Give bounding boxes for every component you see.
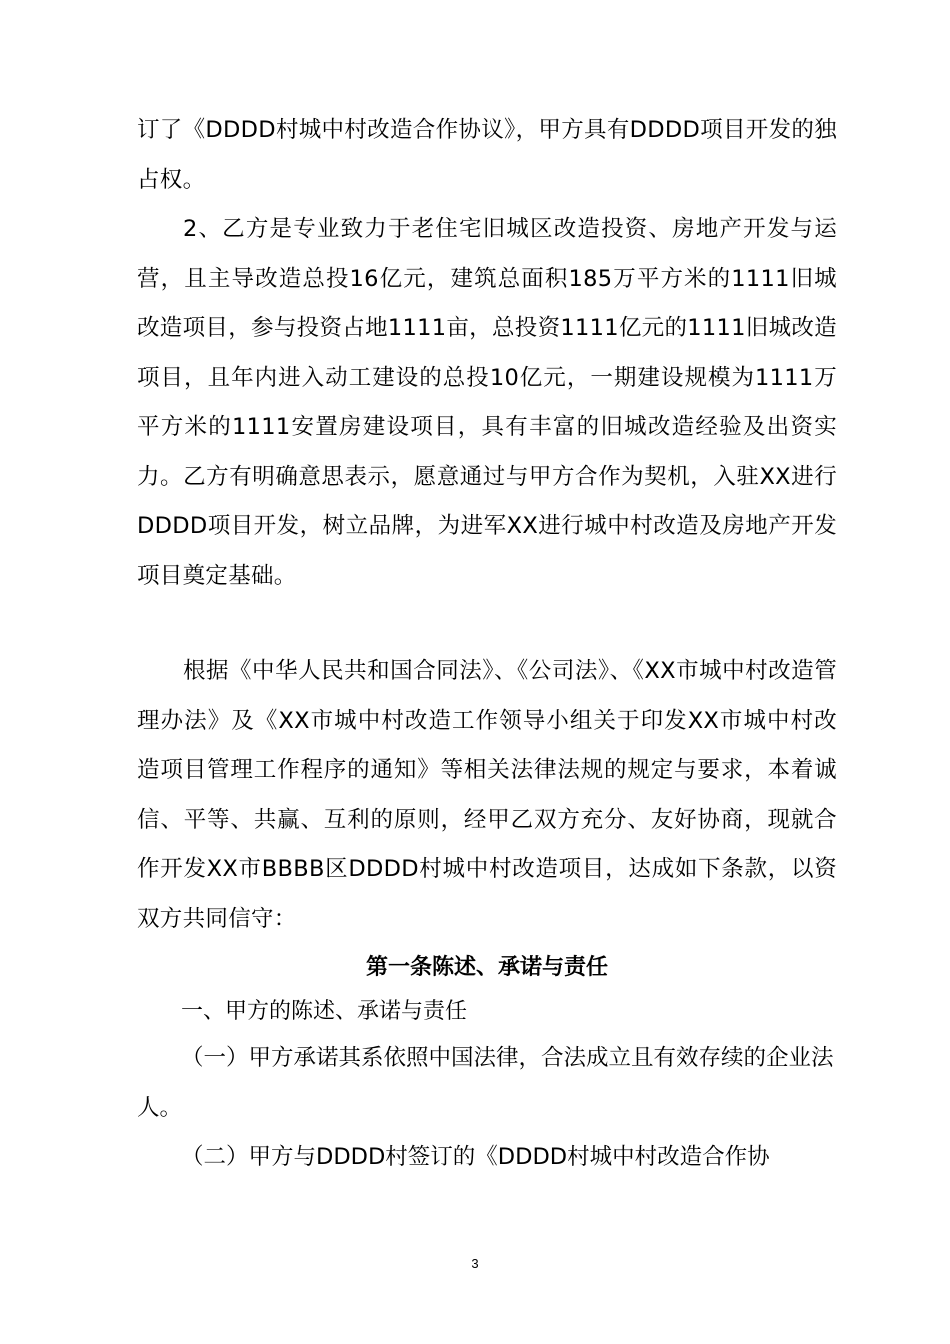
paragraph-legal-basis: 根据《中华人民共和国合同法》、《公司法》、《XX市城中村改造管理办法》及《XX市城中村改造工作领导小组关于印发XX市城中村改造项目管理工作程序的通知》等相关法律法规的规定与要求，本着诚信、平等、共赢、互利的原则，经甲乙双方充分、友好协商，现就合作开发XX市BBBB区DDDD村城中村改造项目，达成如下条款，以资双方共同信守： <box>137 658 837 932</box>
article-1-title: 第一条陈述、承诺与责任 <box>365 955 608 980</box>
document-body <box>137 106 837 1183</box>
section-1-title: 一、甲方的陈述、承诺与责任 <box>181 999 468 1024</box>
paragraph-continuation: 订了《DDDD村城中村改造合作协议》，甲方具有DDDD项目开发的独占权。 <box>137 117 837 193</box>
paragraph-party-b: 2、乙方是专业致力于老住宅旧城区改造投资、房地产开发与运营，且主导改造总投16亿元，建筑总面积185万平方米的1111旧城改造项目，参与投资占地1111亩，总投资1111亿元的1111旧城改造项目，且年内进入动工建设的总投10亿元，一期建设规模为1111万平方米的1111安置房建设项目，具有丰富的旧城改造经验及出资实力。乙方有明确意思表示，愿意通过与甲方合作为契机，入驻XX进行DDDD项目开发，树立品牌，为进军XX进行城中村改造及房地产开发项目奠定基础。 <box>137 216 837 589</box>
clause-item-2: （二）甲方与DDDD村签订的《DDDD村城中村改造合作协 <box>181 1144 770 1170</box>
clause-item-1: （一）甲方承诺其系依照中国法律，合法成立且有效存续的企业法人。 <box>137 1045 834 1121</box>
page-number: 3 <box>471 1256 479 1271</box>
